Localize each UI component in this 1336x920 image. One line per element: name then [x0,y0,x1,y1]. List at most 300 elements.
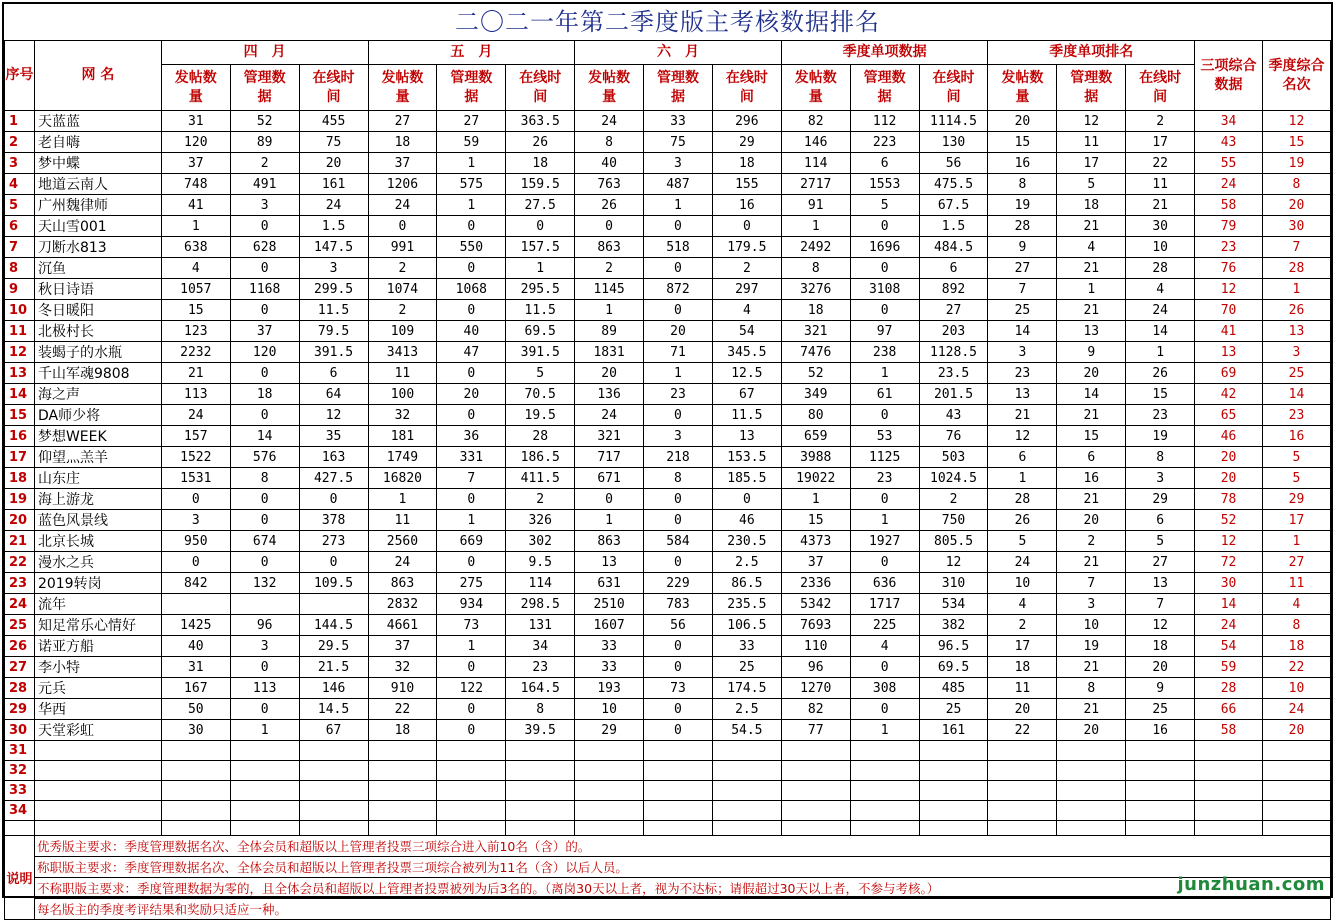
data-cell: 20 [299,153,368,174]
data-cell: 0 [850,657,919,678]
member-name: 广州魏律师 [34,195,161,216]
table-row [5,111,1331,132]
data-cell: 2717 [781,174,850,195]
total-cell: 28 [1195,678,1263,699]
table-row [5,720,1331,741]
data-cell [575,781,644,801]
data-cell [368,761,437,781]
data-cell: 382 [919,615,988,636]
data-cell: 159.5 [506,174,575,195]
data-cell: 0 [850,258,919,279]
data-cell: 4 [850,636,919,657]
data-cell [1126,761,1195,781]
data-cell: 21 [1057,216,1126,237]
rank-cell: 28 [1262,258,1330,279]
member-name: 刀断水813 [34,237,161,258]
data-cell: 24 [575,405,644,426]
data-cell: 18 [781,300,850,321]
data-cell: 21 [1057,657,1126,678]
data-cell: 0 [575,216,644,237]
data-cell [506,801,575,821]
total-cell: 20 [1195,447,1263,468]
member-name: 2019转岗 [34,573,161,594]
empty-cell [575,821,644,836]
rank-cell: 20 [1262,720,1330,741]
header-rank: 季度综合名次 [1262,41,1330,111]
data-cell: 16820 [368,468,437,489]
data-cell: 59 [437,132,506,153]
data-cell: 1553 [850,174,919,195]
member-name: 沉鱼 [34,258,161,279]
data-cell: 5 [1126,531,1195,552]
data-cell: 11 [368,510,437,531]
member-name: 梦中蝶 [34,153,161,174]
data-cell [988,801,1057,821]
data-cell: 164.5 [506,678,575,699]
header-sub-1-0: 发帖数量 [368,65,437,111]
data-cell [368,781,437,801]
member-name: 仰望灬羔羊 [34,447,161,468]
data-cell: 484.5 [919,237,988,258]
data-cell: 4 [1126,279,1195,300]
row-number: 1 [5,111,35,132]
total-cell: 46 [1195,426,1263,447]
data-cell: 3 [644,426,713,447]
member-name: 天山雪001 [34,216,161,237]
data-cell: 0 [230,405,299,426]
data-cell: 991 [368,237,437,258]
row-number: 31 [5,741,35,761]
data-cell: 0 [230,489,299,510]
data-cell: 30 [161,720,230,741]
data-cell: 475.5 [919,174,988,195]
empty-cell [988,821,1057,836]
data-cell: 674 [230,531,299,552]
member-name [34,781,161,801]
rank-cell: 7 [1262,237,1330,258]
rank-cell: 22 [1262,657,1330,678]
data-cell: 9 [1057,342,1126,363]
data-cell: 0 [161,489,230,510]
data-cell: 27 [988,258,1057,279]
total-cell: 24 [1195,174,1263,195]
data-cell: 275 [437,573,506,594]
data-cell: 10 [1057,615,1126,636]
data-cell: 8 [575,132,644,153]
total-cell: 78 [1195,489,1263,510]
data-cell: 1068 [437,279,506,300]
member-name: 梦想WEEK [34,426,161,447]
total-cell [1195,781,1263,801]
empty-cell [368,821,437,836]
data-cell: 18 [230,384,299,405]
data-cell: 638 [161,237,230,258]
data-cell [161,781,230,801]
rank-cell: 23 [1262,405,1330,426]
data-cell [299,741,368,761]
data-cell: 71 [644,342,713,363]
data-cell: 11.5 [712,405,781,426]
empty-cell [644,821,713,836]
data-cell: 109 [368,321,437,342]
table-row [5,405,1331,426]
rank-cell: 5 [1262,468,1330,489]
data-cell: 23.5 [919,363,988,384]
data-cell: 7476 [781,342,850,363]
data-cell: 13 [712,426,781,447]
data-cell: 76 [919,426,988,447]
data-cell: 27 [437,111,506,132]
data-cell: 2 [988,615,1057,636]
data-cell: 863 [575,531,644,552]
data-cell: 302 [506,531,575,552]
data-cell: 6 [988,447,1057,468]
data-cell: 349 [781,384,850,405]
data-cell: 1 [575,300,644,321]
row-number: 4 [5,174,35,195]
data-cell: 24 [575,111,644,132]
data-cell: 1749 [368,447,437,468]
data-cell: 16 [988,153,1057,174]
data-cell [988,781,1057,801]
data-cell [506,781,575,801]
data-cell: 1522 [161,447,230,468]
data-cell [437,741,506,761]
row-number: 17 [5,447,35,468]
data-cell: 3108 [850,279,919,300]
data-cell: 0 [644,720,713,741]
total-cell: 14 [1195,594,1263,615]
total-cell: 79 [1195,216,1263,237]
data-cell: 238 [850,342,919,363]
data-cell: 17 [1057,153,1126,174]
data-cell: 12 [1057,111,1126,132]
rank-cell: 16 [1262,426,1330,447]
data-cell: 1 [1057,279,1126,300]
data-cell: 3 [1057,594,1126,615]
data-cell: 910 [368,678,437,699]
data-cell: 223 [850,132,919,153]
data-cell: 12 [299,405,368,426]
data-cell: 25 [1126,699,1195,720]
data-cell: 21 [1057,552,1126,573]
data-cell: 33 [644,111,713,132]
empty-cell [1262,821,1330,836]
data-cell: 225 [850,615,919,636]
data-cell [161,594,230,615]
member-name: DA师少将 [34,405,161,426]
total-cell: 20 [1195,468,1263,489]
data-cell: 1 [437,636,506,657]
data-cell: 5 [850,195,919,216]
data-cell: 0 [437,657,506,678]
data-cell: 155 [712,174,781,195]
data-cell: 0 [230,216,299,237]
data-cell: 1.5 [299,216,368,237]
row-number: 34 [5,801,35,821]
data-cell: 120 [161,132,230,153]
header-sub-3-2: 在线时间 [919,65,988,111]
data-cell: 298.5 [506,594,575,615]
data-cell: 26 [575,195,644,216]
data-cell: 32 [368,405,437,426]
data-cell: 77 [781,720,850,741]
data-cell: 123 [161,321,230,342]
data-cell [575,761,644,781]
data-cell: 0 [437,489,506,510]
rank-cell [1262,801,1330,821]
data-cell: 1 [437,153,506,174]
data-cell: 20 [988,111,1057,132]
data-cell: 2.5 [712,552,781,573]
data-cell: 10 [575,699,644,720]
data-cell: 203 [919,321,988,342]
ranking-table [4,40,1331,920]
data-cell [919,761,988,781]
data-cell: 4 [712,300,781,321]
total-cell: 12 [1195,531,1263,552]
data-cell: 0 [644,489,713,510]
data-cell: 19 [1126,426,1195,447]
data-cell: 40 [161,636,230,657]
data-cell: 1607 [575,615,644,636]
table-row [5,531,1331,552]
header-sub-2-0: 发帖数量 [575,65,644,111]
data-cell: 0 [299,489,368,510]
data-cell: 19022 [781,468,850,489]
data-cell: 16 [712,195,781,216]
header-sub-3-0: 发帖数量 [781,65,850,111]
data-cell: 25 [919,699,988,720]
data-cell: 1125 [850,447,919,468]
table-body [5,41,1331,920]
data-cell: 23 [1126,405,1195,426]
data-cell: 167 [161,678,230,699]
row-number: 3 [5,153,35,174]
row-number: 10 [5,300,35,321]
row-number: 9 [5,279,35,300]
data-cell: 96.5 [919,636,988,657]
data-cell: 0 [850,300,919,321]
header-sub-0-2: 在线时间 [299,65,368,111]
data-cell: 3 [299,258,368,279]
table-row [5,678,1331,699]
data-cell: 750 [919,510,988,531]
data-cell: 518 [644,237,713,258]
data-cell [230,761,299,781]
data-cell: 11 [988,678,1057,699]
empty-cell [1057,821,1126,836]
rank-cell: 27 [1262,552,1330,573]
data-cell [781,741,850,761]
header-sub-4-1: 管理数据 [1057,65,1126,111]
data-cell: 2336 [781,573,850,594]
table-row [5,615,1331,636]
data-cell: 80 [781,405,850,426]
row-number: 13 [5,363,35,384]
header-sub-2-2: 在线时间 [712,65,781,111]
watermark: junzhuan.com [1177,874,1325,895]
header-sub-1-2: 在线时间 [506,65,575,111]
data-cell: 35 [299,426,368,447]
row-number: 12 [5,342,35,363]
data-cell: 748 [161,174,230,195]
data-cell: 18 [506,153,575,174]
data-cell: 22 [368,699,437,720]
data-cell: 1 [988,468,1057,489]
member-name [34,741,161,761]
note-row [5,878,1331,899]
data-cell [437,761,506,781]
row-number: 26 [5,636,35,657]
data-cell: 67.5 [919,195,988,216]
data-cell: 4 [1057,237,1126,258]
table-row [5,321,1331,342]
data-cell: 31 [161,657,230,678]
data-cell: 6 [1057,447,1126,468]
data-cell: 503 [919,447,988,468]
data-cell: 0 [437,258,506,279]
data-cell: 109.5 [299,573,368,594]
data-cell: 1114.5 [919,111,988,132]
data-cell [437,781,506,801]
data-cell: 2832 [368,594,437,615]
rank-cell: 17 [1262,510,1330,531]
data-cell: 3276 [781,279,850,300]
data-cell: 0 [161,552,230,573]
data-cell: 6 [919,258,988,279]
total-cell: 23 [1195,237,1263,258]
table-row [5,342,1331,363]
data-cell: 0 [230,258,299,279]
data-cell [781,781,850,801]
data-cell: 2.5 [712,699,781,720]
rank-cell: 30 [1262,216,1330,237]
member-name: 知足常乐心情好 [34,615,161,636]
data-cell: 0 [230,363,299,384]
data-cell: 21 [1057,405,1126,426]
member-name: 海上游龙 [34,489,161,510]
data-cell: 0 [437,300,506,321]
data-cell: 15 [988,132,1057,153]
data-cell: 9.5 [506,552,575,573]
data-cell: 23 [850,468,919,489]
header-sub-4-2: 在线时间 [1126,65,1195,111]
data-cell: 1074 [368,279,437,300]
data-cell: 21 [1057,300,1126,321]
data-cell: 7 [437,468,506,489]
data-cell: 18 [1126,636,1195,657]
table-row [5,363,1331,384]
member-name: 华西 [34,699,161,720]
data-cell [988,761,1057,781]
data-cell: 29 [1126,489,1195,510]
table-row [5,300,1331,321]
data-cell: 0 [437,552,506,573]
data-cell: 0 [437,699,506,720]
total-cell [1195,761,1263,781]
data-cell: 11.5 [299,300,368,321]
row-number: 28 [5,678,35,699]
data-cell: 1 [644,195,713,216]
data-cell: 185.5 [712,468,781,489]
data-cell: 73 [644,678,713,699]
data-cell: 13 [575,552,644,573]
data-cell [712,781,781,801]
member-name: 秋日诗语 [34,279,161,300]
data-cell: 181 [368,426,437,447]
empty-cell [919,821,988,836]
data-cell [230,801,299,821]
row-number: 15 [5,405,35,426]
total-cell: 13 [1195,342,1263,363]
data-cell: 21.5 [299,657,368,678]
data-cell: 29.5 [299,636,368,657]
data-cell: 2 [919,489,988,510]
data-cell [644,761,713,781]
data-cell: 82 [781,111,850,132]
data-cell: 297 [712,279,781,300]
data-cell: 33 [575,657,644,678]
table-row [5,279,1331,300]
data-cell: 783 [644,594,713,615]
table-row [5,552,1331,573]
empty-cell [299,821,368,836]
data-cell: 29 [575,720,644,741]
data-cell: 0 [850,552,919,573]
data-cell: 32 [368,657,437,678]
data-cell: 378 [299,510,368,531]
table-row [5,801,1331,821]
data-cell [919,801,988,821]
data-cell: 193 [575,678,644,699]
data-cell: 12 [919,552,988,573]
data-cell: 8 [506,699,575,720]
member-name: 天蓝蓝 [34,111,161,132]
data-cell: 22 [1126,153,1195,174]
table-row [5,468,1331,489]
data-cell: 331 [437,447,506,468]
data-cell: 5342 [781,594,850,615]
data-cell: 9 [988,237,1057,258]
data-cell [1126,801,1195,821]
member-name: 李小特 [34,657,161,678]
data-cell: 1 [506,258,575,279]
data-cell: 2 [575,258,644,279]
data-cell: 1270 [781,678,850,699]
member-name: 装蝎子的水瓶 [34,342,161,363]
data-cell [712,761,781,781]
data-cell: 15 [781,510,850,531]
data-cell: 8 [644,468,713,489]
empty-cell [1195,821,1263,836]
data-cell: 21 [1126,195,1195,216]
header-sub-1-1: 管理数据 [437,65,506,111]
data-cell: 4 [161,258,230,279]
data-cell: 1927 [850,531,919,552]
data-cell: 25 [712,657,781,678]
data-cell: 8 [781,258,850,279]
data-cell: 18 [368,132,437,153]
data-cell: 3 [1126,468,1195,489]
header-sub-2-1: 管理数据 [644,65,713,111]
data-cell: 1 [368,489,437,510]
data-cell: 455 [299,111,368,132]
data-cell: 4661 [368,615,437,636]
data-cell: 6 [1126,510,1195,531]
data-cell: 2 [506,489,575,510]
table-row [5,258,1331,279]
